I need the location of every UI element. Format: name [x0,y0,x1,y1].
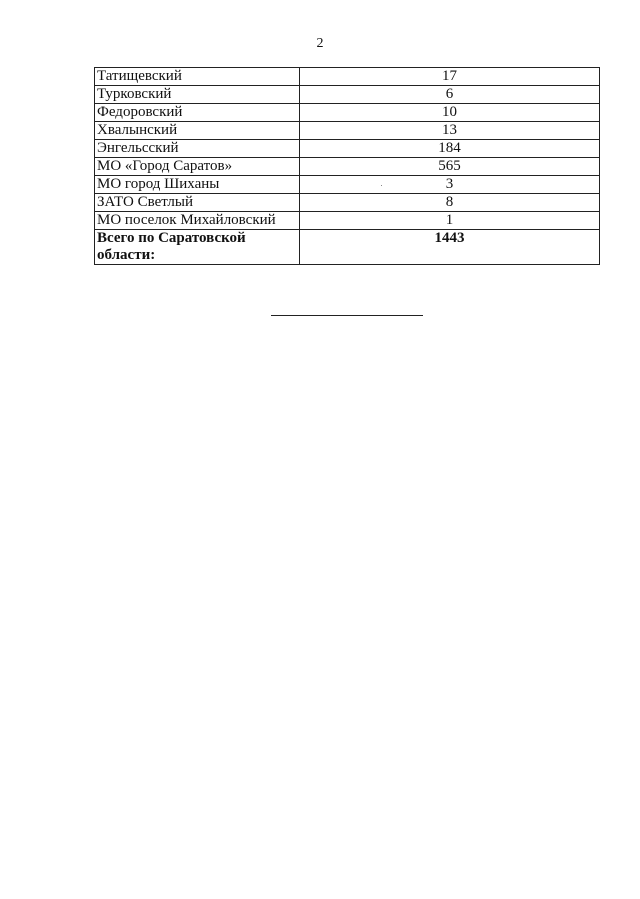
district-value: 6 [300,86,600,104]
district-name: Энгельсский [95,140,300,158]
district-name: Хвалынский [95,122,300,140]
scan-speck [381,185,382,186]
district-name: ЗАТО Светлый [95,194,300,212]
district-value: 184 [300,140,600,158]
district-value: 565 [300,158,600,176]
total-label-line2: области: [97,247,156,263]
statistics-table [94,67,600,265]
district-value: 13 [300,122,600,140]
separator-line [271,315,423,316]
table-row [95,104,600,122]
table-row [95,140,600,158]
district-value: 3 [300,176,600,194]
total-label [95,230,300,265]
total-row [95,230,600,265]
district-value: 8 [300,194,600,212]
total-label-line1: Всего по Саратовской [97,230,246,246]
table-row [95,194,600,212]
page-number: 2 [316,36,324,51]
district-value: 17 [300,68,600,86]
district-name: МО город Шиханы [95,176,300,194]
district-value: 10 [300,104,600,122]
district-name: МО поселок Михайловский [95,212,300,230]
total-value: 1443 [300,230,600,265]
district-name: Федоровский [95,104,300,122]
table-row [95,212,600,230]
table-row [95,86,600,104]
district-value: 1 [300,212,600,230]
district-name: Татищевский [95,68,300,86]
district-name: МО «Город Саратов» [95,158,300,176]
district-name: Турковский [95,86,300,104]
table-row [95,68,600,86]
table-row [95,176,600,194]
table-row [95,158,600,176]
table-row [95,122,600,140]
